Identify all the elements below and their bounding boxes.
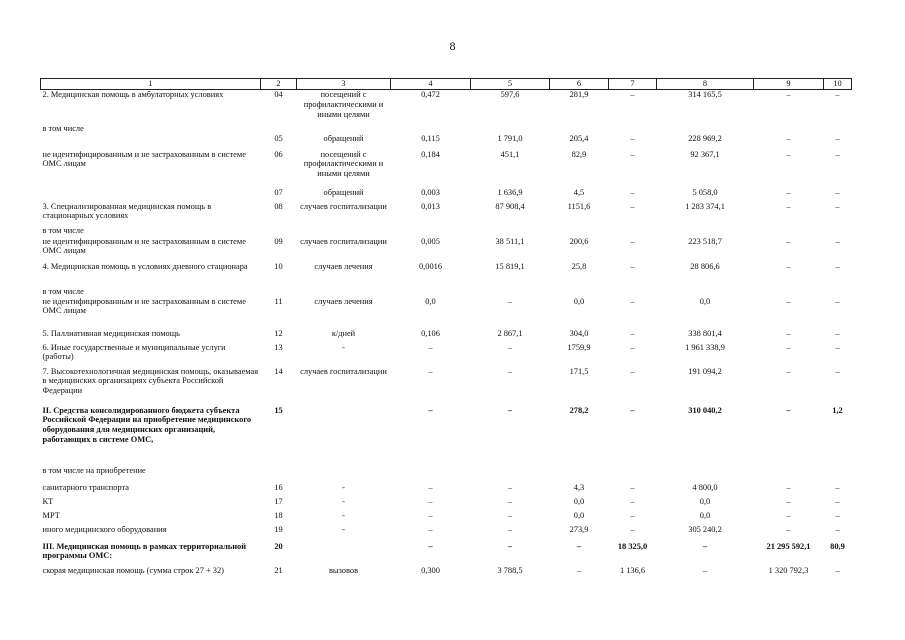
cell-col-9: –	[786, 405, 791, 415]
cell-col-7: –	[630, 496, 635, 506]
cell-col-1: 3. Специализированная медицинская помощь в стационарных условиях	[42, 201, 212, 221]
cell-col-2: 11	[274, 296, 283, 306]
cell-col-4: –	[428, 482, 433, 492]
cell-col-6: 1759,9	[567, 342, 591, 352]
cell-col-4: 0,003	[421, 187, 440, 197]
cell-col-5: 87 908,4	[495, 201, 525, 211]
cell-col-6: 4,3	[573, 482, 585, 492]
table-body	[41, 90, 852, 580]
cell-col-2: 21	[274, 565, 283, 575]
cell-col-5: 1 636,9	[497, 187, 523, 197]
table-row	[41, 287, 852, 297]
page-number: 8	[449, 39, 456, 53]
cell-col-5	[471, 466, 550, 483]
table-row	[41, 329, 852, 343]
cell-col-3: обращений	[323, 187, 364, 197]
cell-col-2	[261, 466, 297, 483]
cell-col-8	[657, 226, 754, 237]
cell-col-10: –	[835, 328, 840, 338]
table-row	[41, 202, 852, 226]
cell-col-1: 6. Иные государственные и муниципальные услуги (работы)	[42, 342, 226, 362]
cell-col-4: 0,0016	[418, 261, 443, 271]
column-number-1: 1	[41, 79, 261, 90]
cell-col-8: 191 094,2	[688, 366, 722, 376]
cell-col-9: –	[786, 90, 791, 99]
cell-col-3: -	[342, 496, 345, 506]
cell-col-8: 0,0	[699, 496, 711, 506]
cell-col-5: 38 511,1	[495, 236, 525, 246]
cell-col-4: –	[428, 524, 433, 534]
cell-col-8: 1 283 374,1	[685, 201, 725, 211]
cell-col-2: 08	[274, 201, 283, 211]
cell-col-6: 4,5	[573, 187, 585, 197]
cell-col-4	[391, 287, 471, 297]
cell-col-7: –	[630, 482, 635, 492]
cell-col-5: –	[507, 366, 513, 376]
cell-col-6: 200,6	[569, 236, 589, 246]
cell-col-5	[471, 287, 550, 297]
cell-col-9: 21 295 592,1	[766, 541, 811, 551]
cell-col-6: 304,0	[569, 328, 589, 338]
column-number-2: 2	[261, 79, 297, 90]
cell-col-10: –	[835, 236, 840, 246]
cell-col-10: –	[835, 149, 840, 159]
cell-col-7: –	[630, 133, 635, 143]
cell-col-3: к/дней	[331, 328, 356, 338]
table-row	[41, 406, 852, 466]
cell-col-1: КТ	[42, 496, 54, 506]
cell-col-7: –	[630, 328, 635, 338]
cell-col-10: –	[835, 187, 840, 197]
cell-col-1: скорая медицинская помощь (сумма строк 27 + 32)	[42, 565, 224, 575]
cell-col-8: –	[702, 565, 708, 575]
cell-col-1: 7. Высокотехнологичная медицинская помощь, оказываемая в медицинских организациях субъекта Российской Федерации	[42, 366, 259, 396]
table-row	[41, 511, 852, 525]
cell-col-9: 1 320 792,3	[768, 565, 809, 575]
cell-col-9: –	[786, 296, 791, 306]
cell-col-3: посещений с профилактическими и иными целями	[303, 149, 384, 179]
cell-col-8: 228 969,2	[688, 133, 722, 143]
cell-col-5: –	[507, 524, 513, 534]
cell-col-10: –	[835, 366, 840, 376]
cell-col-9: –	[786, 328, 791, 338]
cell-col-9: –	[786, 510, 791, 520]
cell-col-10: –	[835, 482, 840, 492]
cell-col-7: –	[630, 201, 635, 211]
cell-col-4: –	[428, 405, 433, 415]
table-row	[41, 466, 852, 483]
cell-col-9: –	[786, 496, 791, 506]
cell-col-5: 597,6	[500, 90, 520, 99]
table-row	[41, 150, 852, 188]
cell-col-2: 13	[274, 342, 283, 352]
cell-col-2: 10	[274, 261, 283, 271]
cell-col-4: 0,115	[421, 133, 440, 143]
cell-col-3: случаев лечения	[314, 261, 373, 271]
cell-col-2: 12	[274, 328, 283, 338]
cell-col-6: 273,9	[569, 524, 589, 534]
cell-col-7: 18 325,0	[617, 541, 648, 551]
cell-col-6	[550, 466, 609, 483]
cell-col-10: –	[835, 90, 840, 99]
cell-col-1: иного медицинского оборудования	[42, 524, 167, 534]
cell-col-9	[754, 226, 824, 237]
cell-col-8: 314 165,5	[688, 90, 722, 99]
cell-col-5: –	[507, 342, 513, 352]
cell-col-1	[41, 134, 261, 150]
cell-col-2: 17	[274, 496, 283, 506]
cell-col-9	[754, 287, 824, 297]
cell-col-2: 05	[274, 133, 283, 143]
program-funding-table	[40, 78, 852, 580]
cell-col-9: –	[786, 366, 791, 376]
cell-col-4: –	[428, 366, 433, 376]
cell-col-9: –	[786, 187, 791, 197]
cell-col-1: 5. Паллиативная медицинская помощь	[42, 328, 180, 338]
cell-col-10: 80,9	[830, 541, 845, 551]
cell-col-8: 223 518,7	[688, 236, 722, 246]
cell-col-8	[657, 287, 754, 297]
cell-col-7: –	[630, 524, 635, 534]
cell-col-2	[261, 287, 297, 297]
cell-col-3: -	[342, 482, 345, 492]
cell-col-1: не идентифицированным и не застрахованным в системе ОМС лицам	[42, 149, 246, 169]
cell-col-10: –	[835, 133, 840, 143]
column-number-6: 6	[550, 79, 609, 90]
cell-col-2: 16	[274, 482, 283, 492]
table-row	[41, 542, 852, 566]
cell-col-8: 310 040,2	[688, 405, 722, 415]
cell-col-8: 0,0	[699, 296, 711, 306]
cell-col-7: –	[630, 149, 635, 159]
table-row	[41, 188, 852, 202]
cell-col-8: 338 801,4	[688, 328, 722, 338]
cell-col-9: –	[786, 261, 791, 271]
cell-col-8: 92 367,1	[690, 149, 720, 159]
column-number-5: 5	[471, 79, 550, 90]
cell-col-6	[550, 124, 609, 134]
cell-col-7: –	[630, 405, 635, 415]
cell-col-8	[657, 124, 754, 134]
cell-col-5: 1 791,0	[497, 133, 523, 143]
cell-col-1: МРТ	[42, 510, 60, 520]
cell-col-9: –	[786, 482, 791, 492]
cell-col-5	[471, 226, 550, 237]
cell-col-5: –	[507, 510, 513, 520]
cell-col-1: не идентифицированным и не застрахованным в системе ОМС лицам	[42, 236, 246, 256]
cell-col-9: –	[786, 236, 791, 246]
cell-col-5: 451,1	[500, 149, 520, 159]
cell-col-6: 278,2	[569, 405, 589, 415]
cell-col-5: 15 819,1	[495, 261, 525, 271]
cell-col-1	[41, 188, 261, 202]
cell-col-2: 20	[274, 541, 283, 551]
cell-col-1: не идентифицированным и не застрахованным в системе ОМС лицам	[42, 296, 246, 316]
cell-col-10	[824, 124, 852, 134]
cell-col-7: –	[630, 510, 635, 520]
cell-col-4: 0,0	[425, 296, 436, 306]
cell-col-7: 1 136,6	[619, 565, 646, 575]
cell-col-3: -	[342, 510, 345, 520]
cell-col-1: в том числе на приобретение	[42, 465, 146, 475]
cell-col-10: –	[835, 496, 840, 506]
cell-col-6: 1151,6	[567, 201, 591, 211]
cell-col-5: –	[507, 296, 513, 306]
column-number-row	[41, 79, 852, 90]
cell-col-6: 171,5	[569, 366, 589, 376]
table-row	[41, 262, 852, 287]
cell-col-4: 0,106	[421, 328, 440, 338]
cell-col-7: –	[630, 236, 635, 246]
cell-col-6	[550, 287, 609, 297]
cell-col-5: –	[507, 541, 513, 551]
cell-col-10: –	[835, 510, 840, 520]
cell-col-7: –	[630, 187, 635, 197]
table-row	[41, 124, 852, 134]
cell-col-8: 28 806,6	[690, 261, 720, 271]
cell-col-3: случаев лечения	[314, 296, 373, 306]
cell-col-4: 0,184	[421, 149, 440, 159]
cell-col-3	[297, 466, 391, 483]
cell-col-3: случаев госпитализации	[300, 236, 387, 246]
column-number-8: 8	[657, 79, 754, 90]
cell-col-4	[391, 466, 471, 483]
cell-col-3	[297, 542, 391, 566]
cell-col-1: II. Средства консолидированного бюджета субъекта Российской Федерации на приобретение медицинского оборудования для медицинских организаций, работающих в системе ОМС,	[42, 405, 252, 445]
cell-col-1: в том числе	[42, 225, 84, 235]
cell-col-5	[471, 124, 550, 134]
cell-col-6: 0,0	[573, 510, 585, 520]
cell-col-6: 205,4	[569, 133, 589, 143]
cell-col-3: -	[342, 342, 345, 352]
column-number-3: 3	[297, 79, 391, 90]
cell-col-8: 5 058,0	[692, 187, 718, 197]
cell-col-2: 14	[274, 366, 283, 376]
cell-col-9	[754, 124, 824, 134]
cell-col-1: в том числе	[42, 286, 84, 296]
cell-col-7	[609, 287, 657, 297]
cell-col-10: –	[835, 342, 840, 352]
cell-col-6: 82,9	[571, 149, 587, 159]
cell-col-7: –	[630, 366, 635, 376]
cell-col-6: 0,0	[573, 496, 585, 506]
column-number-9: 9	[754, 79, 824, 90]
cell-col-5: 2 867,1	[497, 328, 523, 338]
cell-col-2: 04	[274, 90, 283, 99]
cell-col-7: –	[630, 90, 635, 99]
cell-col-7	[609, 466, 657, 483]
cell-col-8: 0,0	[699, 510, 711, 520]
cell-col-3: случаев госпитализации	[300, 201, 387, 211]
cell-col-8: 305 240,2	[688, 524, 722, 534]
cell-col-8: –	[702, 541, 708, 551]
cell-col-5: –	[507, 482, 513, 492]
cell-col-4: 0,013	[421, 201, 440, 211]
cell-col-5: 3 788,5	[497, 565, 523, 575]
table-row	[41, 497, 852, 511]
cell-col-1: 2. Медицинская помощь в амбулаторных условиях	[42, 90, 224, 99]
cell-col-4: –	[428, 510, 433, 520]
cell-col-10	[824, 466, 852, 483]
cell-col-4	[391, 124, 471, 134]
cell-col-6	[550, 226, 609, 237]
cell-col-8	[657, 466, 754, 483]
cell-col-1: в том числе	[42, 123, 84, 133]
cell-col-4	[391, 226, 471, 237]
cell-col-4: 0,300	[421, 565, 440, 575]
cell-col-3	[297, 124, 391, 134]
cell-col-5: –	[507, 496, 513, 506]
cell-col-9: –	[786, 524, 791, 534]
cell-col-1: санитарного транспорта	[42, 482, 129, 492]
cell-col-9: –	[786, 149, 791, 159]
cell-col-6: 0,0	[573, 296, 585, 306]
cell-col-3: обращений	[323, 133, 364, 143]
cell-col-5: –	[507, 405, 513, 415]
table-row	[41, 237, 852, 262]
cell-col-4: –	[428, 541, 433, 551]
cell-col-10	[824, 287, 852, 297]
cell-col-2	[261, 124, 297, 134]
table-row	[41, 566, 852, 580]
cell-col-6: 25,8	[571, 261, 587, 271]
column-number-7: 7	[609, 79, 657, 90]
cell-col-7: –	[630, 261, 635, 271]
cell-col-4: –	[428, 496, 433, 506]
cell-col-2: 09	[274, 236, 283, 246]
cell-col-10: 1,2	[832, 405, 843, 415]
cell-col-3: вызовов	[328, 565, 359, 575]
cell-col-7: –	[630, 342, 635, 352]
cell-col-1: 4. Медицинская помощь в условиях дневного стационара	[42, 261, 248, 271]
table-row	[41, 483, 852, 497]
cell-col-6: 281,9	[569, 90, 589, 99]
cell-col-1: III. Медицинская помощь в рамках территориальной программы ОМС:	[42, 541, 247, 561]
cell-col-4: 0,472	[421, 90, 440, 99]
cell-col-3	[297, 406, 391, 466]
cell-col-6: –	[576, 541, 582, 551]
cell-col-2: 07	[274, 187, 283, 197]
cell-col-2	[261, 226, 297, 237]
cell-col-10: –	[835, 296, 840, 306]
cell-col-8: 1 961 338,9	[685, 342, 725, 352]
cell-col-3: -	[342, 524, 345, 534]
cell-col-10: –	[835, 261, 840, 271]
cell-col-10: –	[835, 565, 840, 575]
cell-col-8: 4 800,0	[692, 482, 718, 492]
table-row	[41, 134, 852, 150]
cell-col-6: –	[576, 565, 582, 575]
table-row	[41, 90, 852, 124]
cell-col-9: –	[786, 133, 791, 143]
cell-col-2: 06	[274, 149, 283, 159]
cell-col-3	[297, 287, 391, 297]
cell-col-2: 15	[274, 405, 283, 415]
cell-col-9: –	[786, 342, 791, 352]
cell-col-10	[824, 226, 852, 237]
cell-col-9	[754, 466, 824, 483]
cell-col-7: –	[630, 296, 635, 306]
cell-col-10: –	[835, 201, 840, 211]
cell-col-2: 19	[274, 524, 283, 534]
cell-col-2: 18	[274, 510, 283, 520]
table-row	[41, 297, 852, 329]
cell-col-3	[297, 226, 391, 237]
cell-col-4: –	[428, 342, 433, 352]
cell-col-7	[609, 124, 657, 134]
table-row	[41, 343, 852, 367]
cell-col-3: случаев госпитализации	[300, 366, 387, 376]
cell-col-3: посещений с профилактическими и иными целями	[303, 90, 384, 119]
table-row	[41, 525, 852, 542]
cell-col-9: –	[786, 201, 791, 211]
column-number-4: 4	[391, 79, 471, 90]
table-row	[41, 367, 852, 406]
column-number-10: 10	[824, 79, 852, 90]
table-row	[41, 226, 852, 237]
cell-col-10: –	[835, 524, 840, 534]
cell-col-4: 0,005	[421, 236, 440, 246]
cell-col-7	[609, 226, 657, 237]
